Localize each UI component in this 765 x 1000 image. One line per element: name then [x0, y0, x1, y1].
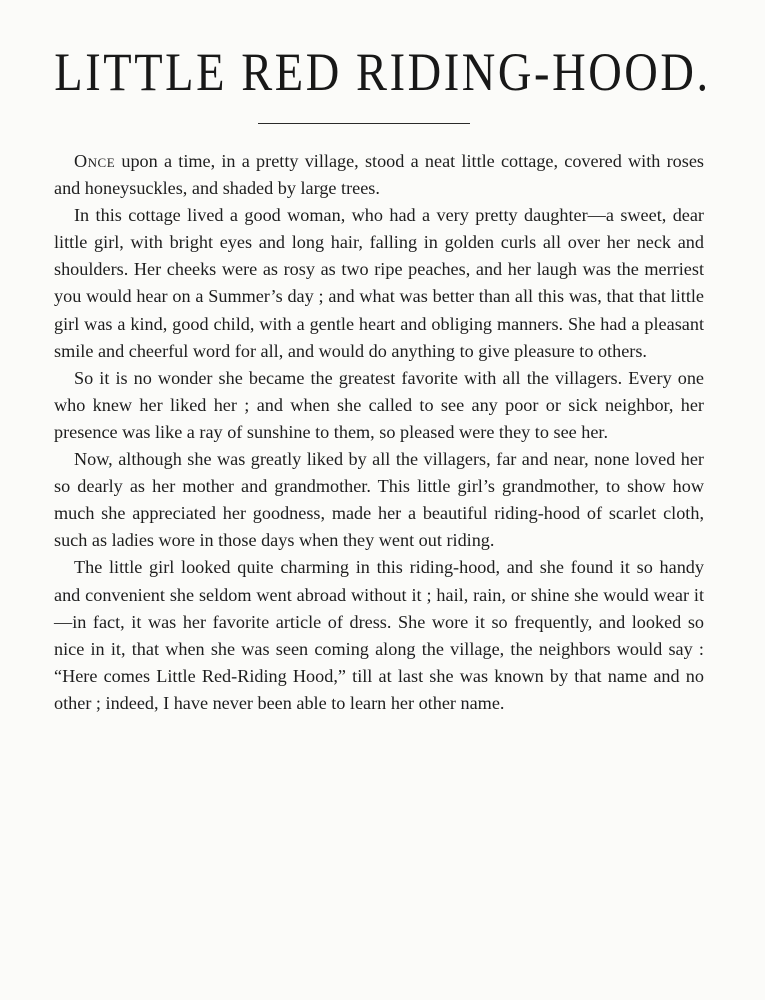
paragraph-text: So it is no wonder she became the greatest favorite with all the villagers. Every one who knew her liked her ; and when she called to see any poor or sick neighbor, her presence was like a ray of sunshine to them, so pleased were they to see her. [54, 367, 704, 442]
paragraph-text: The little girl looked quite charming in this riding-hood, and she found it so handy and convenient she seldom went abroad without it ; hail, rain, or shine she would wear it—in fact, it was her favorite article of dress. She wore it so frequently, and looked so nice in it, that when she was seen coming along the village, the neighbors would say : “Here comes Little Red-Riding Hood,” till at last she was known by that name and no other ; indeed, I have never been able to learn her other name. [54, 557, 704, 713]
paragraph-4 [54, 446, 704, 554]
paragraph-text: In this cottage lived a good woman, who had a very pretty daughter—a sweet, dear little girl, with bright eyes and long hair, falling in golden curls all over her neck and shoulders. Her cheeks were as rosy as two ripe peaches, and her laugh was the merriest you would hear on a Summer’s day ; and what was better than all this was, that that little girl was a kind, good child, with a gentle heart and obliging manners. She had a pleasant smile and cheerful word for all, and would do anything to give pleasure to others. [54, 205, 704, 361]
title-divider [258, 123, 470, 124]
story-text [54, 148, 704, 717]
paragraph-3 [54, 365, 704, 446]
paragraph-text: upon a time, in a pretty village, stood a neat little cottage, covered with roses and honeysuckles, and shaded by large trees. [54, 151, 704, 199]
paragraph-5 [54, 554, 704, 717]
paragraph-2 [54, 202, 704, 365]
paragraph-lead-word: Once [74, 151, 116, 171]
page-title: LITTLE RED RIDING-HOOD. [54, 42, 711, 102]
paragraph-text: Now, although she was greatly liked by all the villagers, far and near, none loved her so dearly as her mother and grandmother. This little girl’s grandmother, to show how much she appreciated her goodness, made her a beautiful riding-hood of scarlet cloth, such as ladies wore in those days when they went out riding. [54, 449, 704, 551]
paragraph-1 [54, 148, 704, 202]
